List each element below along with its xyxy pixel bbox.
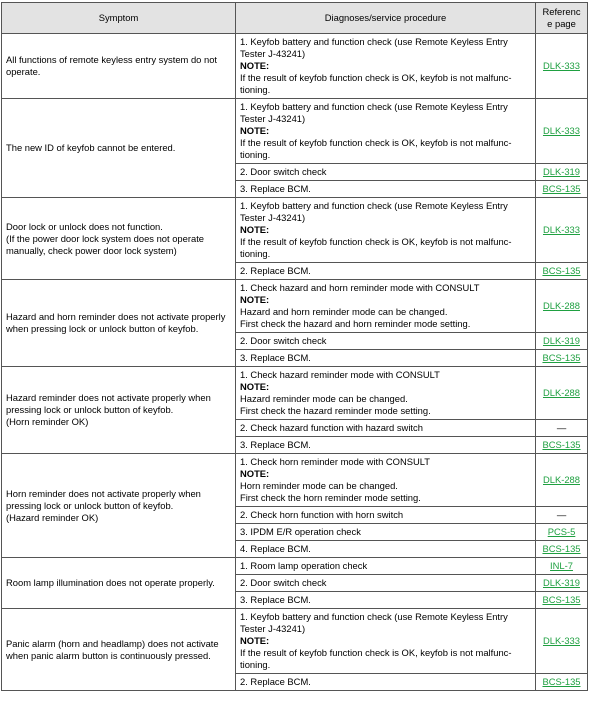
reference-cell xyxy=(536,367,588,420)
reference-link[interactable]: PCS-5 xyxy=(547,526,576,537)
reference-cell xyxy=(536,333,588,350)
step-title: 2. Check horn function with horn switch xyxy=(240,509,404,520)
diagnosis-step-cell xyxy=(236,575,536,592)
header-reference: Reference page xyxy=(536,3,588,34)
step-title: 2. Door switch check xyxy=(240,335,327,346)
note-label: NOTE: xyxy=(240,125,270,136)
table-row xyxy=(2,367,588,420)
symptom-cell xyxy=(2,99,236,198)
note-text: If the result of keyfob function check is OK, keyfob is not malfunc-tioning. xyxy=(240,236,512,259)
note-label: NOTE: xyxy=(240,468,270,479)
reference-cell xyxy=(536,99,588,164)
symptom-text: The new ID of keyfob cannot be entered. xyxy=(6,142,176,153)
diagnosis-step-cell xyxy=(236,524,536,541)
reference-link[interactable]: DLK-319 xyxy=(542,335,580,346)
reference-cell xyxy=(536,609,588,674)
diagnosis-step-cell xyxy=(236,164,536,181)
symptom-text: (Horn reminder OK) xyxy=(6,416,89,427)
symptom-text: Door lock or unlock does not function. xyxy=(6,220,163,232)
diagnosis-step-cell xyxy=(236,181,536,198)
header-symptom: Symptom xyxy=(2,3,236,34)
step-title: 2. Replace BCM. xyxy=(240,265,311,276)
reference-link[interactable]: BCS-135 xyxy=(542,543,581,554)
step-title: 1. Keyfob battery and function check (use Remote Keyless Entry Tester J-43241) xyxy=(240,200,508,223)
reference-cell xyxy=(536,350,588,367)
reference-cell xyxy=(536,524,588,541)
step-title: 4. Replace BCM. xyxy=(240,543,311,554)
note-text: Hazard reminder mode can be changed. xyxy=(240,393,408,404)
symptom-text: Hazard and horn reminder does not activate properly when pressing lock or unlock button of keyfob. xyxy=(6,311,226,334)
reference-link[interactable]: BCS-135 xyxy=(542,183,581,194)
reference-link[interactable]: BCS-135 xyxy=(542,439,581,450)
reference-cell xyxy=(536,558,588,575)
note-text: If the result of keyfob function check is OK, keyfob is not malfunc-tioning. xyxy=(240,137,512,160)
table-body xyxy=(2,34,588,691)
reference-cell xyxy=(536,164,588,181)
symptom-cell xyxy=(2,454,236,558)
step-title: 1. Keyfob battery and function check (use Remote Keyless Entry Tester J-43241) xyxy=(240,36,508,59)
diagnosis-step-cell xyxy=(236,280,536,333)
reference-cell xyxy=(536,437,588,454)
step-title: 2. Door switch check xyxy=(240,166,327,177)
no-reference-dash: — xyxy=(556,422,567,433)
reference-link[interactable]: DLK-288 xyxy=(542,474,580,485)
step-title: 2. Replace BCM. xyxy=(240,676,311,687)
reference-cell xyxy=(536,198,588,263)
table-row xyxy=(2,609,588,674)
step-title: 1. Keyfob battery and function check (use Remote Keyless Entry Tester J-43241) xyxy=(240,101,508,124)
note-text: If the result of keyfob function check is OK, keyfob is not malfunc-tioning. xyxy=(240,647,512,670)
diagnosis-step-cell xyxy=(236,592,536,609)
note-label: NOTE: xyxy=(240,294,270,305)
reference-link[interactable]: DLK-333 xyxy=(542,125,580,136)
note-label: NOTE: xyxy=(240,60,270,71)
no-reference-dash: — xyxy=(556,509,567,520)
note-label: NOTE: xyxy=(240,381,270,392)
diagnosis-step-cell xyxy=(236,420,536,437)
step-title: 1. Check hazard reminder mode with CONSULT xyxy=(240,369,440,380)
step-title: 3. Replace BCM. xyxy=(240,439,311,450)
header-diagnoses: Diagnoses/service procedure xyxy=(236,3,536,34)
symptom-text: All functions of remote keyless entry system do not operate. xyxy=(6,54,218,77)
reference-cell xyxy=(536,420,588,437)
symptom-text: Horn reminder does not activate properly when pressing lock or unlock button of keyfob. xyxy=(6,487,201,511)
symptom-text: (Hazard reminder OK) xyxy=(6,511,99,523)
diagnosis-step-cell xyxy=(236,454,536,507)
note-text: First check the hazard reminder mode setting. xyxy=(240,405,431,416)
diagnosis-step-cell xyxy=(236,541,536,558)
reference-link[interactable]: DLK-319 xyxy=(542,166,580,177)
symptom-cell xyxy=(2,609,236,691)
reference-link[interactable]: DLK-288 xyxy=(542,387,580,398)
symptom-text: Room lamp illumination does not operate properly. xyxy=(6,577,215,588)
table-row xyxy=(2,280,588,333)
table-row xyxy=(2,99,588,164)
step-title: 3. Replace BCM. xyxy=(240,352,311,363)
reference-link[interactable]: DLK-333 xyxy=(542,635,580,646)
step-title: 3. Replace BCM. xyxy=(240,594,311,605)
step-title: 1. Keyfob battery and function check (use Remote Keyless Entry Tester J-43241) xyxy=(240,611,508,634)
step-title: 1. Check hazard and horn reminder mode with CONSULT xyxy=(240,282,480,293)
step-title: 2. Door switch check xyxy=(240,577,327,588)
step-title: 1. Room lamp operation check xyxy=(240,560,368,571)
table-row xyxy=(2,34,588,99)
reference-link[interactable]: DLK-333 xyxy=(542,224,580,235)
reference-link[interactable]: INL-7 xyxy=(550,560,573,571)
reference-cell xyxy=(536,674,588,691)
table-row xyxy=(2,454,588,507)
diagnosis-step-cell xyxy=(236,674,536,691)
reference-cell xyxy=(536,592,588,609)
step-title: 3. Replace BCM. xyxy=(240,183,311,194)
diagnosis-step-cell xyxy=(236,198,536,263)
symptom-text: Hazard reminder does not activate properly when pressing lock or unlock button of keyfob. xyxy=(6,392,211,415)
table-row xyxy=(2,558,588,575)
symptom-text: (If the power door lock system does not operate manually, check power door lock system) xyxy=(6,232,205,256)
diagnosis-step-cell xyxy=(236,263,536,280)
reference-link[interactable]: BCS-135 xyxy=(542,594,581,605)
reference-link[interactable]: BCS-135 xyxy=(542,352,581,363)
reference-link[interactable]: DLK-333 xyxy=(542,60,580,71)
table-row xyxy=(2,198,588,263)
reference-link[interactable]: DLK-288 xyxy=(542,300,580,311)
diagnosis-step-cell xyxy=(236,333,536,350)
note-text: Hazard and horn reminder mode can be changed. xyxy=(240,306,448,317)
symptom-cell xyxy=(2,558,236,609)
note-label: NOTE: xyxy=(240,635,270,646)
diagnosis-step-cell xyxy=(236,350,536,367)
table-header-row xyxy=(2,3,588,34)
symptom-cell xyxy=(2,367,236,454)
reference-cell xyxy=(536,263,588,280)
diagnosis-step-cell xyxy=(236,34,536,99)
reference-link[interactable]: BCS-135 xyxy=(542,265,581,276)
note-text: If the result of keyfob function check is OK, keyfob is not malfunc-tioning. xyxy=(240,72,512,95)
reference-cell xyxy=(536,454,588,507)
step-title: 1. Check horn reminder mode with CONSULT xyxy=(240,456,430,467)
symptom-cell xyxy=(2,198,236,280)
diagnosis-step-cell xyxy=(236,507,536,524)
reference-cell xyxy=(536,280,588,333)
reference-cell xyxy=(536,575,588,592)
diagnosis-step-cell xyxy=(236,99,536,164)
step-title: 3. IPDM E/R operation check xyxy=(240,526,361,537)
diagnosis-step-cell xyxy=(236,437,536,454)
diagnosis-step-cell xyxy=(236,609,536,674)
reference-cell xyxy=(536,34,588,99)
note-text: First check the hazard and horn reminder mode setting. xyxy=(240,318,471,329)
reference-link[interactable]: DLK-319 xyxy=(542,577,580,588)
note-label: NOTE: xyxy=(240,224,270,235)
diagnosis-step-cell xyxy=(236,558,536,575)
reference-cell xyxy=(536,507,588,524)
symptom-cell xyxy=(2,34,236,99)
diagnosis-step-cell xyxy=(236,367,536,420)
reference-cell xyxy=(536,541,588,558)
symptom-cell xyxy=(2,280,236,367)
symptom-table xyxy=(1,2,588,691)
reference-link[interactable]: BCS-135 xyxy=(542,676,581,687)
symptom-text: Panic alarm (horn and headlamp) does not activate when panic alarm button is continuously pressed. xyxy=(6,637,219,661)
reference-cell xyxy=(536,181,588,198)
note-text: Horn reminder mode can be changed. xyxy=(240,480,398,491)
note-text: First check the horn reminder mode setting. xyxy=(240,492,421,503)
step-title: 2. Check hazard function with hazard switch xyxy=(240,422,423,433)
